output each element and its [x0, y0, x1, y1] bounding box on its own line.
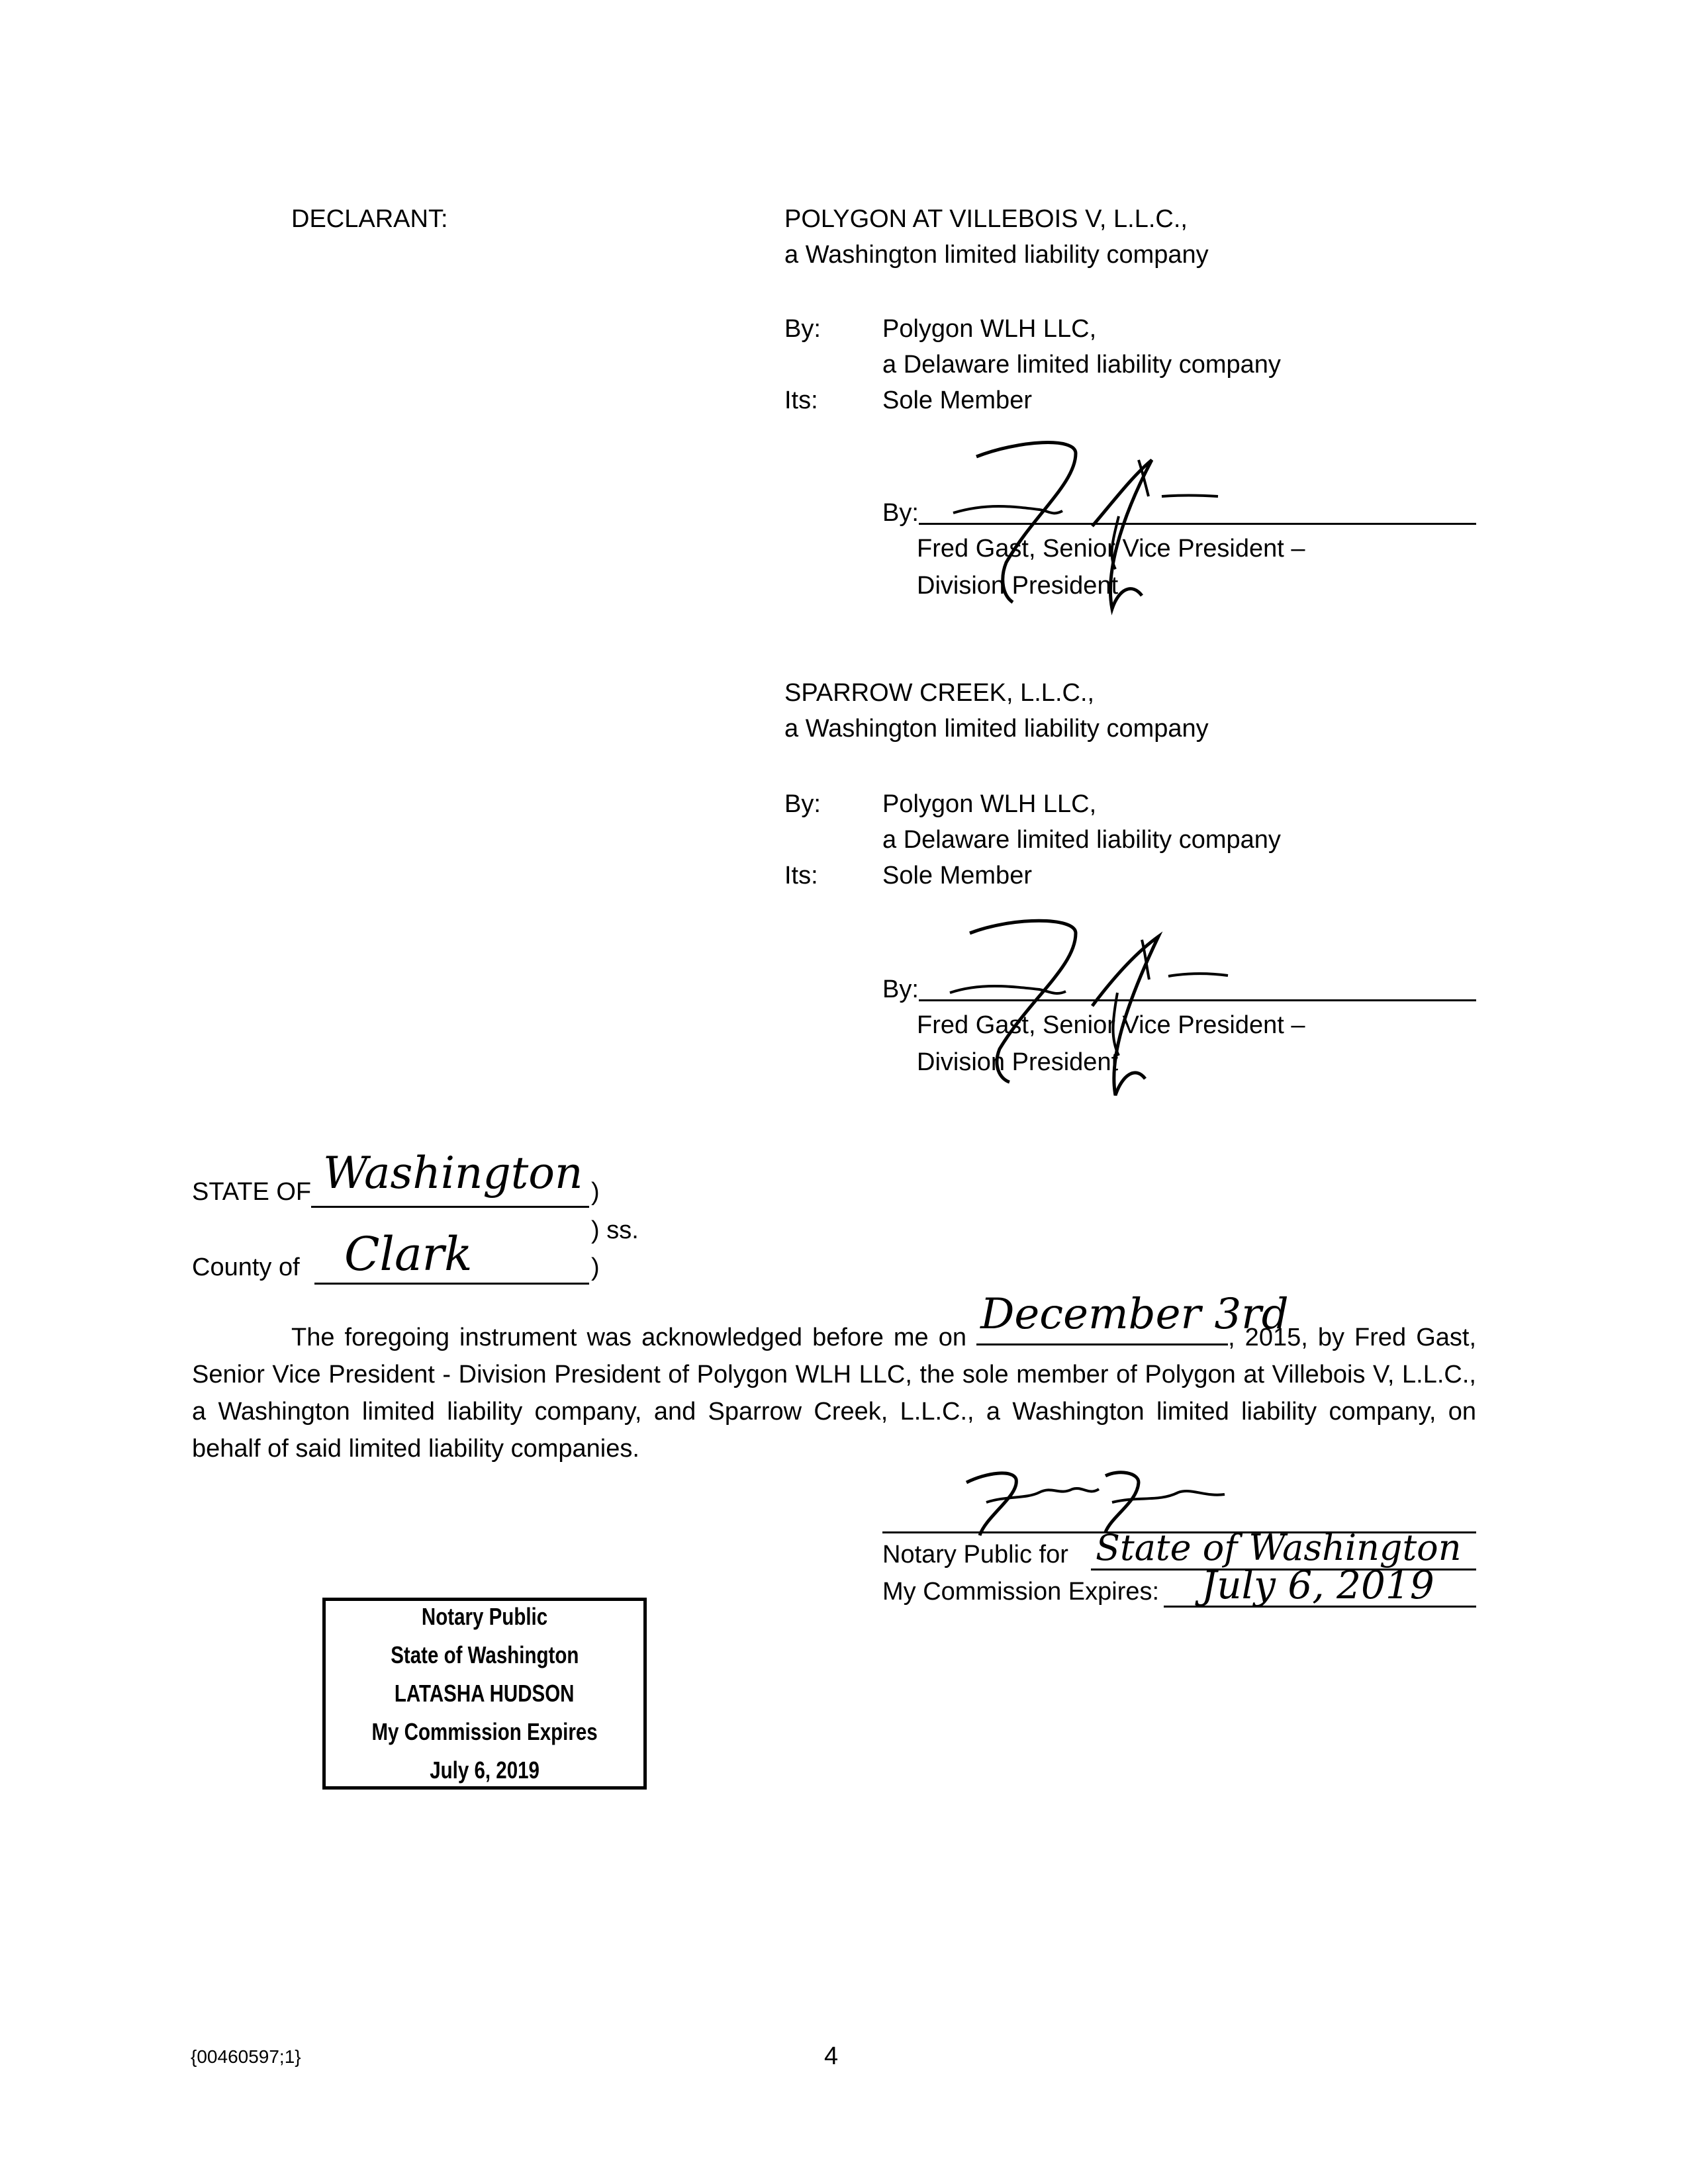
county-value-handwritten: Clark	[344, 1227, 473, 1281]
sign-by-label: By:	[882, 976, 919, 1003]
entity-type: a Washington limited liability company	[784, 241, 1209, 269]
by-value: Polygon WLH LLC,	[882, 790, 1097, 818]
notary-public-for-label: Notary Public for	[882, 1541, 1068, 1569]
its-value: Sole Member	[882, 387, 1032, 414]
by-value: Polygon WLH LLC,	[882, 315, 1097, 343]
by-type: a Delaware limited liability company	[882, 351, 1281, 379]
state-label: STATE OF	[192, 1178, 312, 1206]
paren-1: )	[591, 1178, 600, 1206]
stamp-line: State of Washington	[390, 1641, 579, 1668]
notary-stamp	[322, 1598, 647, 1790]
ack-text-before: The foregoing instrument was acknowledged before me on	[291, 1324, 967, 1351]
its-label: Its:	[784, 862, 818, 889]
signer-name: Fred Gast, Senior Vice President –	[917, 1011, 1305, 1039]
ack-date-handwritten: December 3rd	[980, 1290, 1289, 1339]
signer-title: Division President	[917, 1048, 1119, 1076]
stamp-line: LATASHA HUDSON	[395, 1680, 575, 1707]
ss-label: ) ss.	[591, 1216, 639, 1244]
commission-expires-label: My Commission Expires:	[882, 1578, 1160, 1606]
county-line	[314, 1283, 589, 1285]
page-number: 4	[824, 2042, 839, 2070]
county-label: County of	[192, 1253, 300, 1281]
ack-text-after: , 2015, by Fred Gast, Senior Vice President - Division President of Polygon WLH LLC, the sole member of Polygon at Villebois V, L.L.C., a Washington limited liability company, and Sparrow Creek, L.L.C., a Washington limited liability company, on behalf of said limited liability companies.	[192, 1324, 1476, 1463]
ack-date-blank	[976, 1290, 1289, 1345]
by-type: a Delaware limited liability company	[882, 826, 1281, 854]
state-line	[311, 1206, 589, 1208]
notary-public-for-handwritten: State of Washington	[1096, 1527, 1462, 1569]
entity-type: a Washington limited liability company	[784, 715, 1209, 743]
paren-2: )	[591, 1253, 600, 1281]
its-label: Its:	[784, 387, 818, 414]
signer-title: Division President	[917, 572, 1119, 600]
by-label: By:	[784, 315, 821, 343]
stamp-line: My Commission Expires	[371, 1718, 598, 1745]
sign-by-label: By:	[882, 499, 919, 527]
acknowledgment-paragraph	[192, 1290, 1476, 1467]
stamp-line: July 6, 2019	[430, 1756, 539, 1784]
entity-name: SPARROW CREEK, L.L.C.,	[784, 679, 1095, 707]
stamp-line: Notary Public	[421, 1603, 548, 1630]
signer-name: Fred Gast, Senior Vice President –	[917, 535, 1305, 563]
its-value: Sole Member	[882, 862, 1032, 889]
signature-fred-gast-1	[914, 424, 1258, 635]
commission-expires-handwritten: July 6, 2019	[1201, 1563, 1434, 1608]
document-id: {00460597;1}	[191, 2046, 301, 2067]
by-label: By:	[784, 790, 821, 818]
entity-name: POLYGON AT VILLEBOIS V, L.L.C.,	[784, 205, 1188, 233]
declarant-label: DECLARANT:	[291, 205, 448, 233]
signature-fred-gast-2	[914, 907, 1258, 1118]
state-value-handwritten: Washington	[323, 1148, 583, 1199]
